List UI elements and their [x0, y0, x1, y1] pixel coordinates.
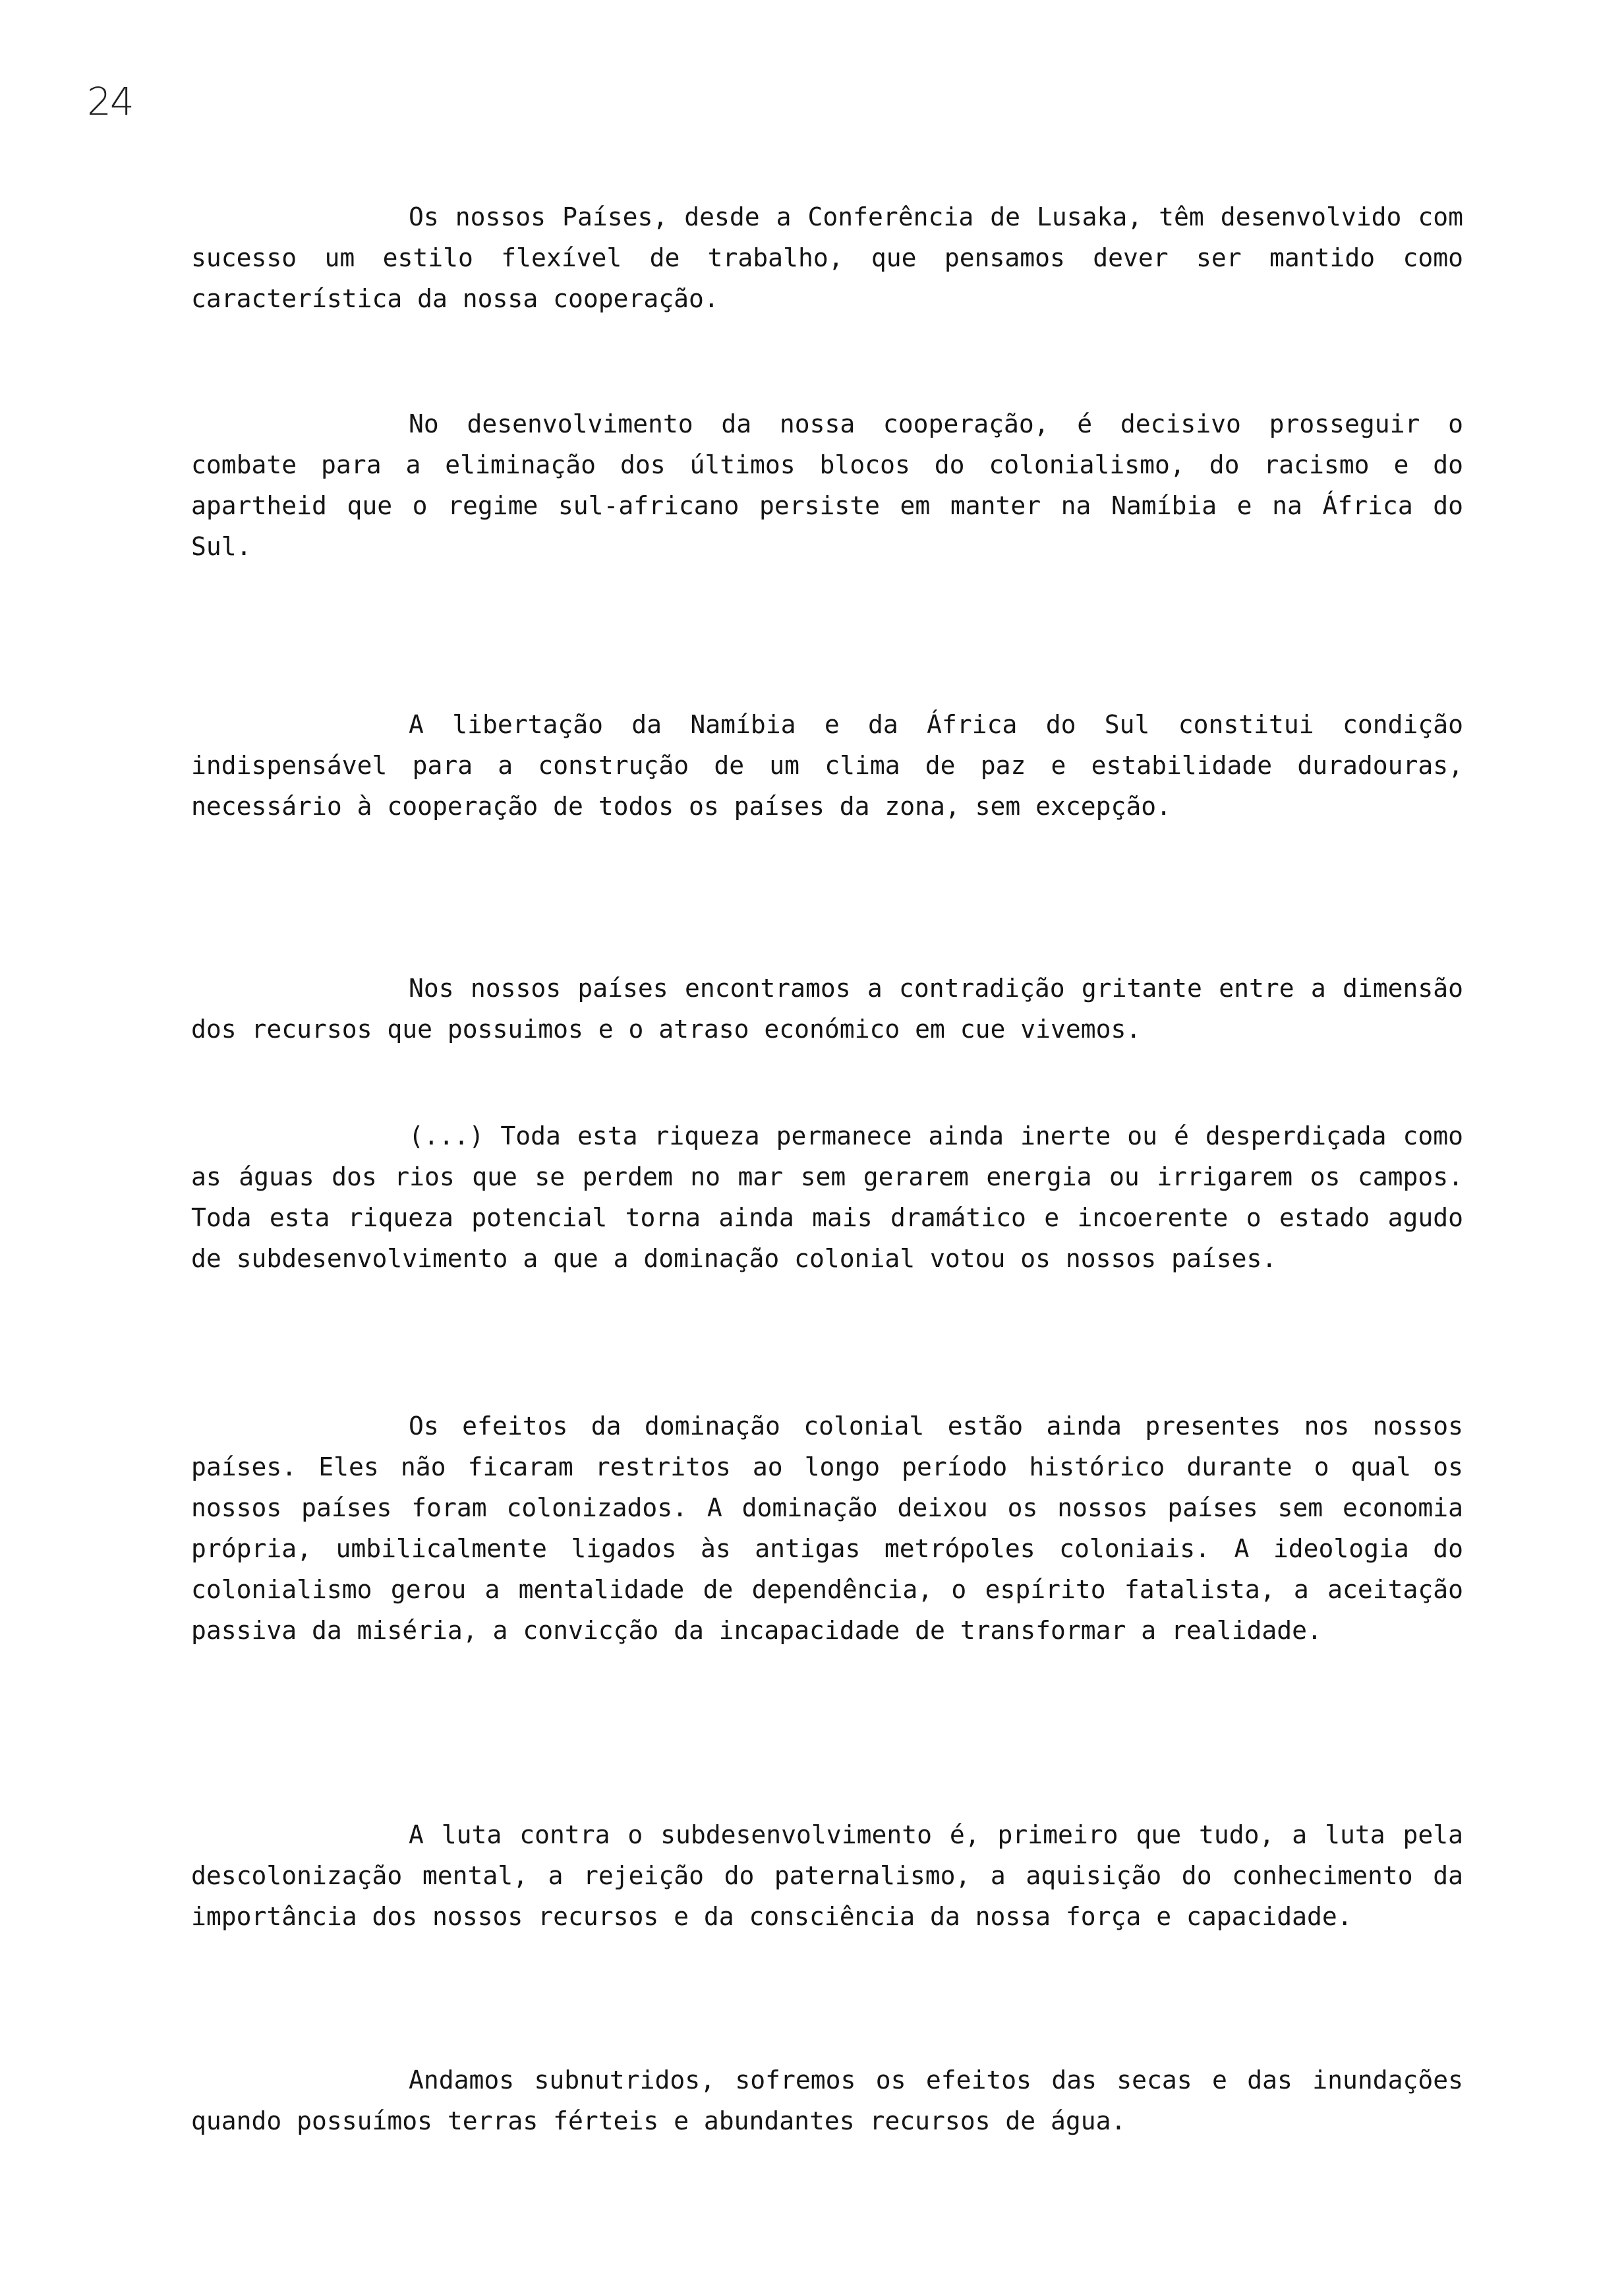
paragraph-text [191, 403, 1463, 567]
paragraph-8-text: Andamos subnutridos, sofremos os efeitos das secas e das inundações quando possuímos terras férteis e abundantes recursos de água. [191, 2066, 1463, 2135]
paragraph-3 [191, 704, 1463, 827]
paragraph-4 [191, 968, 1463, 1050]
paragraph-1 [191, 196, 1463, 319]
paragraph-2-text: No desenvolvimento da nossa cooperação, é decisivo prosseguir o combate para a eliminação dos últimos blocos do colonialismo, do racismo e do apartheid que o regime sul-africano persiste em manter na Namíbia e na África do Sul. [191, 409, 1463, 561]
paragraph-1-text: Os nossos Países, desde a Conferência de Lusaka, têm desenvolvido com sucesso um estilo flexível de trabalho, que pensamos dever ser mantido como característica da nossa cooperação. [191, 202, 1463, 313]
paragraph-5 [191, 1115, 1463, 1279]
paragraph-text [191, 968, 1463, 1050]
paragraph-4-text: Nos nossos países encontramos a contradição gritante entre a dimensão dos recursos que possuimos e o atraso económico em cue vivemos. [191, 974, 1463, 1044]
paragraph-6-text: Os efeitos da dominação colonial estão ainda presentes nos nossos países. Eles não ficaram restritos ao longo período histórico durante o qual os nossos países foram colonizados. A dominação deixou os nossos países sem economia própria, umbilicalmente ligados às antigas metrópoles coloniais. A ideologia do colonialismo gerou a mentalidade de dependência, o espírito fatalista, a aceitação passiva da miséria, a convicção da incapacidade de transformar a realidade. [191, 1412, 1463, 1645]
paragraph-text [191, 196, 1463, 319]
paragraph-text [191, 704, 1463, 827]
paragraph-7 [191, 1814, 1463, 1937]
paragraph-text [191, 1814, 1463, 1937]
paragraph-6 [191, 1406, 1463, 1651]
paragraph-7-text: A luta contra o subdesenvolvimento é, primeiro que tudo, a luta pela descolonização mental, a rejeição do paternalismo, a aquisição do conhecimento da importância dos nossos recursos e da consciência da nossa força e capacidade. [191, 1820, 1463, 1931]
paragraph-2 [191, 403, 1463, 567]
paragraph-text [191, 2060, 1463, 2141]
page-number: 24 [87, 79, 133, 124]
paragraph-3-text: A libertação da Namíbia e da África do Sul constitui condição indispensável para a construção de um clima de paz e estabilidade duradouras, necessário à cooperação de todos os países da zona, sem excepção. [191, 710, 1463, 821]
paragraph-8 [191, 2060, 1463, 2141]
paragraph-text [191, 1406, 1463, 1651]
paragraph-text [191, 1115, 1463, 1279]
paragraph-5-text: (...) Toda esta riqueza permanece ainda inerte ou é desperdiçada como as águas dos rios que se perdem no mar sem gerarem energia ou irrigarem os campos. Toda esta riqueza potencial torna ainda mais dramático e incoerente o estado agudo de subdesenvolvimento a que a dominação colonial votou os nossos países. [191, 1121, 1463, 1273]
